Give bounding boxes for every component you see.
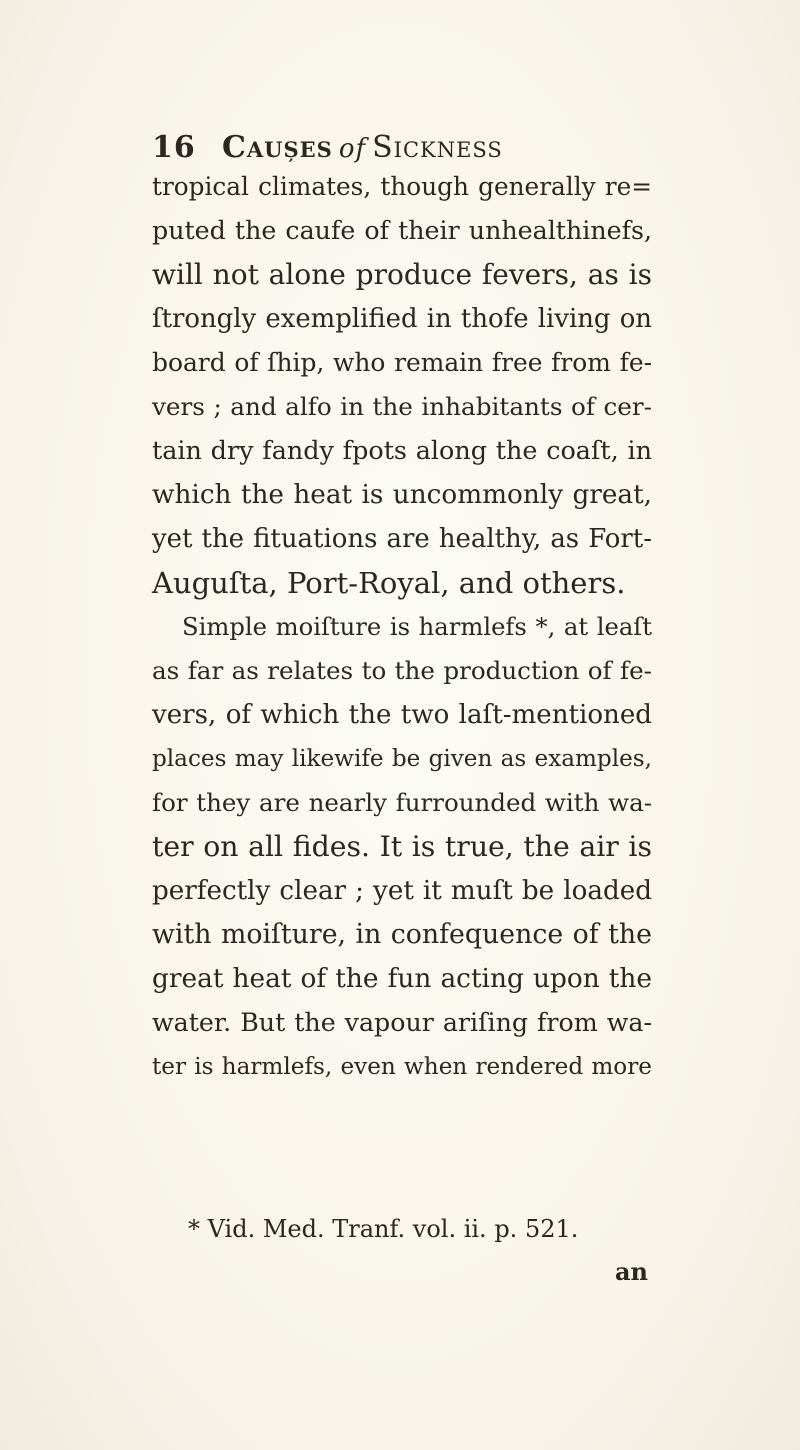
running-head	[152, 128, 652, 168]
body-text	[152, 165, 652, 1089]
text-line: places may likewife be given as examples,	[152, 746, 652, 772]
text-line: yet the fituations are healthy, as Fort-	[152, 524, 652, 554]
text-line: board of ſhip, who remain free from fe-	[152, 348, 652, 377]
text-line: great heat of the fun acting upon the	[152, 964, 652, 994]
running-title-causes: Caușes	[222, 130, 333, 165]
text-line: Simple moiſture is harmlefs *, at leaſt	[182, 612, 652, 641]
text-line: water. But the vapour ariſing from wa-	[152, 1008, 652, 1037]
page-number: 16	[152, 130, 196, 165]
text-line: will not alone produce fevers, as is	[152, 258, 652, 291]
text-line: tropical climates, though generally re=	[152, 172, 652, 201]
text-line: which the heat is uncommonly great,	[152, 480, 652, 510]
footnote: * Vid. Med. Tranf. vol. ii. p. 521.	[188, 1215, 579, 1243]
text-line: for they are nearly furrounded with wa-	[152, 788, 652, 817]
text-line: as far as relates to the production of fe-	[152, 656, 652, 685]
text-line: ter is harmlefs, even when rendered more	[152, 1054, 652, 1080]
running-title-sickness: Sickness	[372, 130, 503, 165]
text-line: tain dry fandy fpots along the coaſt, in	[152, 436, 652, 466]
catchword: an	[615, 1257, 648, 1286]
text-line: puted the caufe of their unhealthinefs,	[152, 216, 652, 245]
text-line: vers, of which the two laſt-mentioned	[152, 700, 652, 730]
running-title-of: of	[338, 134, 367, 164]
text-line: vers ; and alfo in the inhabitants of cer-	[152, 392, 652, 421]
text-line: ſtrongly exemplified in thofe living on	[152, 304, 652, 334]
text-line: ter on all fides. It is true, the air is	[152, 830, 652, 863]
text-line: perfectly clear ; yet it muſt be loaded	[152, 876, 652, 906]
text-line: with moiſture, in confequence of the	[152, 919, 652, 950]
text-line: Auguſta, Port-Royal, and others.	[152, 566, 626, 600]
